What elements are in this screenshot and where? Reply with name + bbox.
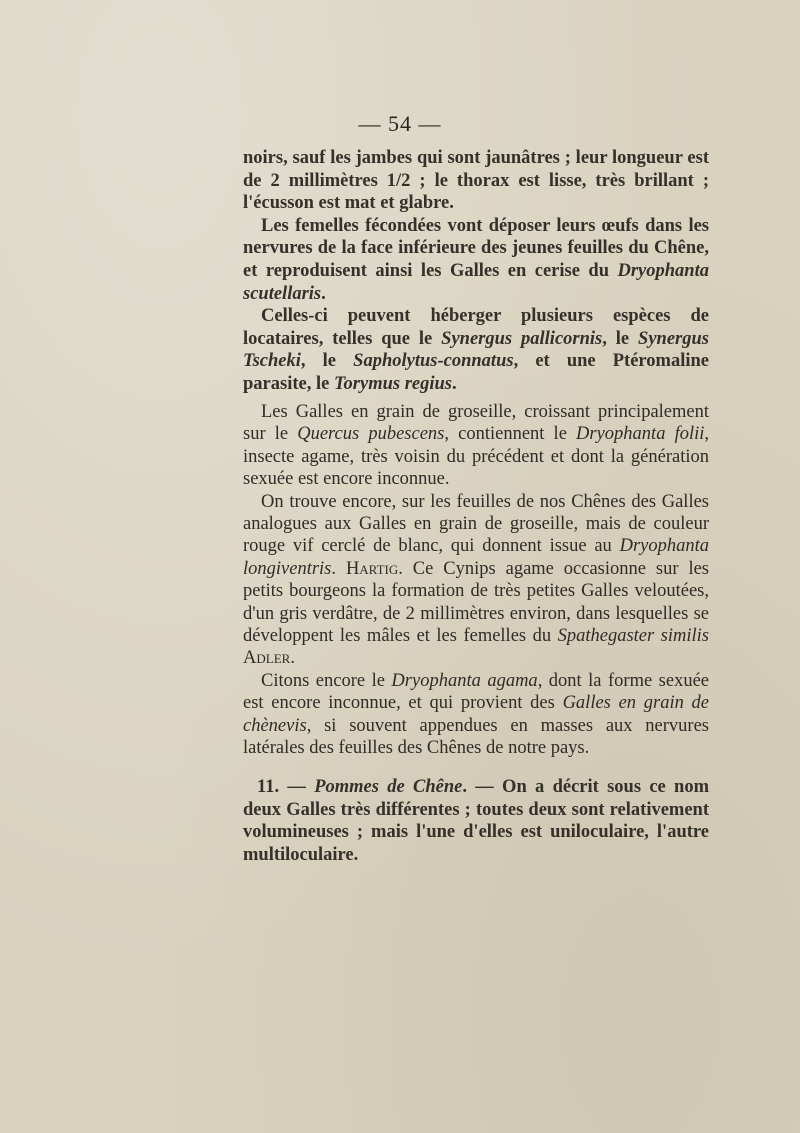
text-run: . [331, 558, 346, 579]
paragraph-pommes-de-chene [243, 776, 709, 866]
text-run: Les femelles fécondées vont déposer leurs œufs dans les nervures de la face inférieure des jeunes feuilles du Chêne, et reproduisent ainsi les Galles en cerise du [243, 215, 709, 281]
page-number: — 54 — [358, 111, 442, 136]
text-run: , contiennent le [444, 424, 577, 445]
paragraph-longiventris [243, 491, 709, 670]
text-run: , insecte agame, très voisin du précédent et dont la génération sexuée est encore inconnue. [243, 424, 709, 490]
text-run: . — On a décrit sous ce nom deux Galles très différentes ; toutes deux sont relativement volumineuses ; mais l'une d'elles est uniloculaire, l'autre multiloculaire. [243, 777, 709, 865]
text-run: , le [300, 351, 354, 372]
paragraph-locataires [243, 305, 709, 395]
text-run: , si souvent appendues en masses aux nervures latérales des feuilles des Chênes de notre pays. [243, 715, 709, 759]
paragraph-text: noirs, sauf les jambes qui sont jaunâtres ; leur longueur est de 2 millimètres 1/2 ; le thorax est lisse, très brillant ; l'écusson est mat et glabre. [243, 148, 709, 214]
text-run: Celles-ci peuvent héberger plusieurs espèces de locataires, telles que le [243, 306, 709, 349]
species-name: Synergus Tscheki [243, 328, 709, 372]
species-name: Dryophanta folii [576, 424, 705, 445]
paragraph-continuation [243, 147, 709, 215]
species-name: Sapholytus-connatus [353, 351, 514, 372]
text-run: , et une Ptéromaline parasite, le [243, 351, 710, 394]
species-name: Galles en grain de chènevis [243, 693, 710, 736]
text-run: . [290, 648, 295, 669]
species-name: Synergus pallicornis [441, 328, 603, 349]
text-block-bottom [243, 776, 709, 866]
text-run: . [321, 283, 326, 304]
species-name: Torymus regius [333, 373, 452, 394]
text-block-middle [243, 401, 709, 760]
section-title: Pommes de Chêne [314, 777, 463, 797]
species-name: Dryophanta scutellaris [243, 260, 709, 304]
species-name: Quercus pubescens [297, 424, 445, 445]
section-number: 11. [257, 777, 280, 797]
paragraph-groseille [243, 401, 709, 491]
paragraph-agama [243, 670, 709, 760]
author-name: Adler [243, 648, 291, 669]
text-run: — [279, 777, 315, 797]
species-name: Dryophanta agama [391, 670, 538, 691]
text-run: , dont la forme sexuée est encore inconnue, et qui provient des [243, 670, 709, 714]
author-name: Hartig [345, 558, 399, 579]
text-run: On trouve encore, sur les feuilles de nos Chênes des Galles analogues aux Galles en grain de groseille, mais de couleur rouge vif cerclé de blanc, qui donnent issue au [243, 491, 709, 557]
text-run: Les Galles en grain de groseille, croissant principalement sur le [243, 402, 709, 445]
text-run: . Ce Cynips agame occasionne sur les petits bourgeons la formation de très petites Galles veloutées, d'un gris verdâtre, de 2 millimètres environ, dans lesquelles se développent les mâles et les femelles du [243, 558, 709, 647]
species-name: Dryophanta longiventris [243, 536, 709, 579]
paragraph-galles-cerise [243, 215, 709, 305]
text-run: , le [602, 328, 639, 349]
text-block-top [243, 147, 709, 396]
species-name: Spathegaster similis [557, 626, 709, 647]
text-run: Citons encore le [261, 670, 392, 691]
text-run: . [452, 373, 457, 394]
